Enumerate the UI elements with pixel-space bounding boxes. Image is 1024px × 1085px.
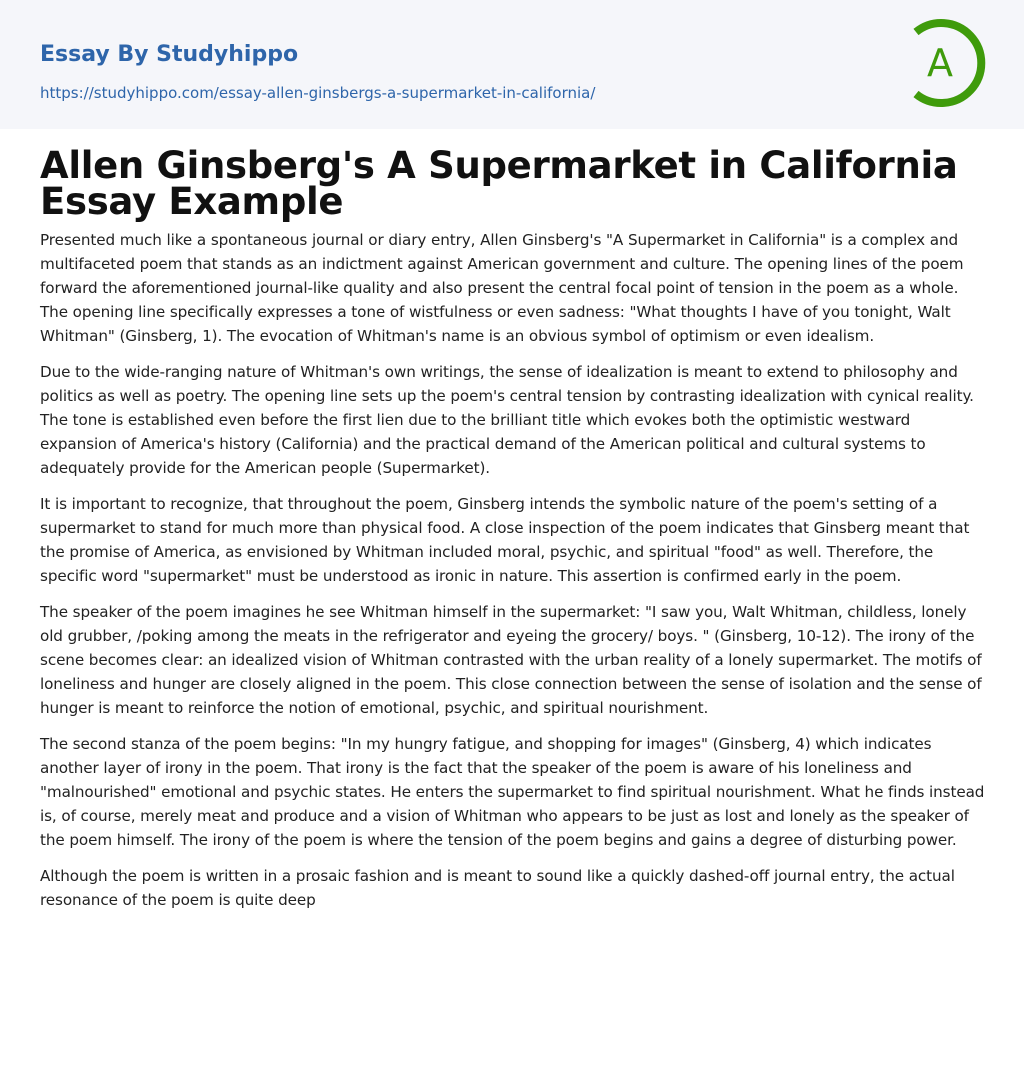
logo-letter: A — [927, 41, 953, 85]
paragraph: Presented much like a spontaneous journal or diary entry, Allen Ginsberg's "A Supermarket in California" is a complex and multifaceted poem that stands as an indictment against American government and culture. The opening lines of the poem forward the aforementioned journal-like quality and also present the central focal point of tension in the poem as a whole. The opening line specifically expresses a tone of wistfulness or even sadness: "What thoughts I have of you tonight, Walt Whitman" (Ginsberg, 1). The evocation of Whitman's name is an obvious symbol of optimism or even idealism. — [40, 231, 964, 345]
essay-url-link[interactable]: https://studyhippo.com/essay-allen-ginsbergs-a-supermarket-in-california/ — [40, 84, 596, 102]
studyhippo-logo-icon[interactable] — [896, 18, 988, 108]
paragraph: It is important to recognize, that throughout the poem, Ginsberg intends the symbolic nature of the poem's setting of a supermarket to stand for much more than physical food. A close inspection of the poem indicates that Ginsberg meant that the promise of America, as envisioned by Whitman included moral, psychic, and spiritual "food" as well. Therefore, the specific word "supermarket" must be understood as ironic in nature. This assertion is confirmed early in the poem. — [40, 495, 970, 585]
paragraph: Although the poem is written in a prosaic fashion and is meant to sound like a quickly dashed-off journal entry, the actual resonance of the poem is quite deep — [40, 867, 955, 909]
paragraph: The second stanza of the poem begins: "In my hungry fatigue, and shopping for images" (Ginsberg, 4) which indicates another layer of irony in the poem. That irony is the fact that the speaker of the poem is aware of his loneliness and "malnourished" emotional and psychic states. He enters the supermarket to find spiritual nourishment. What he finds instead is, of course, merely meat and produce and a vision of Whitman who appears to be just as lost and lonely as the speaker of the poem himself. The irony of the poem is where the tension of the poem begins and gains a degree of disturbing power. — [40, 735, 985, 849]
page-title: Allen Ginsberg's A Supermarket in California Essay Example — [40, 144, 958, 223]
paragraph: The speaker of the poem imagines he see Whitman himself in the supermarket: "I saw you, Walt Whitman, childless, lonely old grubber, /poking among the meats in the refrigerator and eyeing the grocery/ boys. " (Ginsberg, 10-12). The irony of the scene becomes clear: an idealized vision of Whitman contrasted with the urban reality of a lonely supermarket. The motifs of loneliness and hunger are closely aligned in the poem. This close connection between the sense of isolation and the sense of hunger is meant to reinforce the notion of emotional, psychic, and spiritual nourishment. — [40, 603, 982, 717]
essay-body — [40, 228, 990, 924]
site-header — [0, 0, 1024, 129]
paragraph: Due to the wide-ranging nature of Whitman's own writings, the sense of idealization is meant to extend to philosophy and politics as well as poetry. The opening line sets up the poem's central tension by contrasting idealization with cynical reality. The tone is established even before the first lien due to the brilliant title which evokes both the optimistic westward expansion of America's history (California) and the practical demand of the American political and cultural systems to adequately provide for the American people (Supermarket). — [40, 363, 974, 477]
site-name: Essay By Studyhippo — [40, 42, 299, 67]
